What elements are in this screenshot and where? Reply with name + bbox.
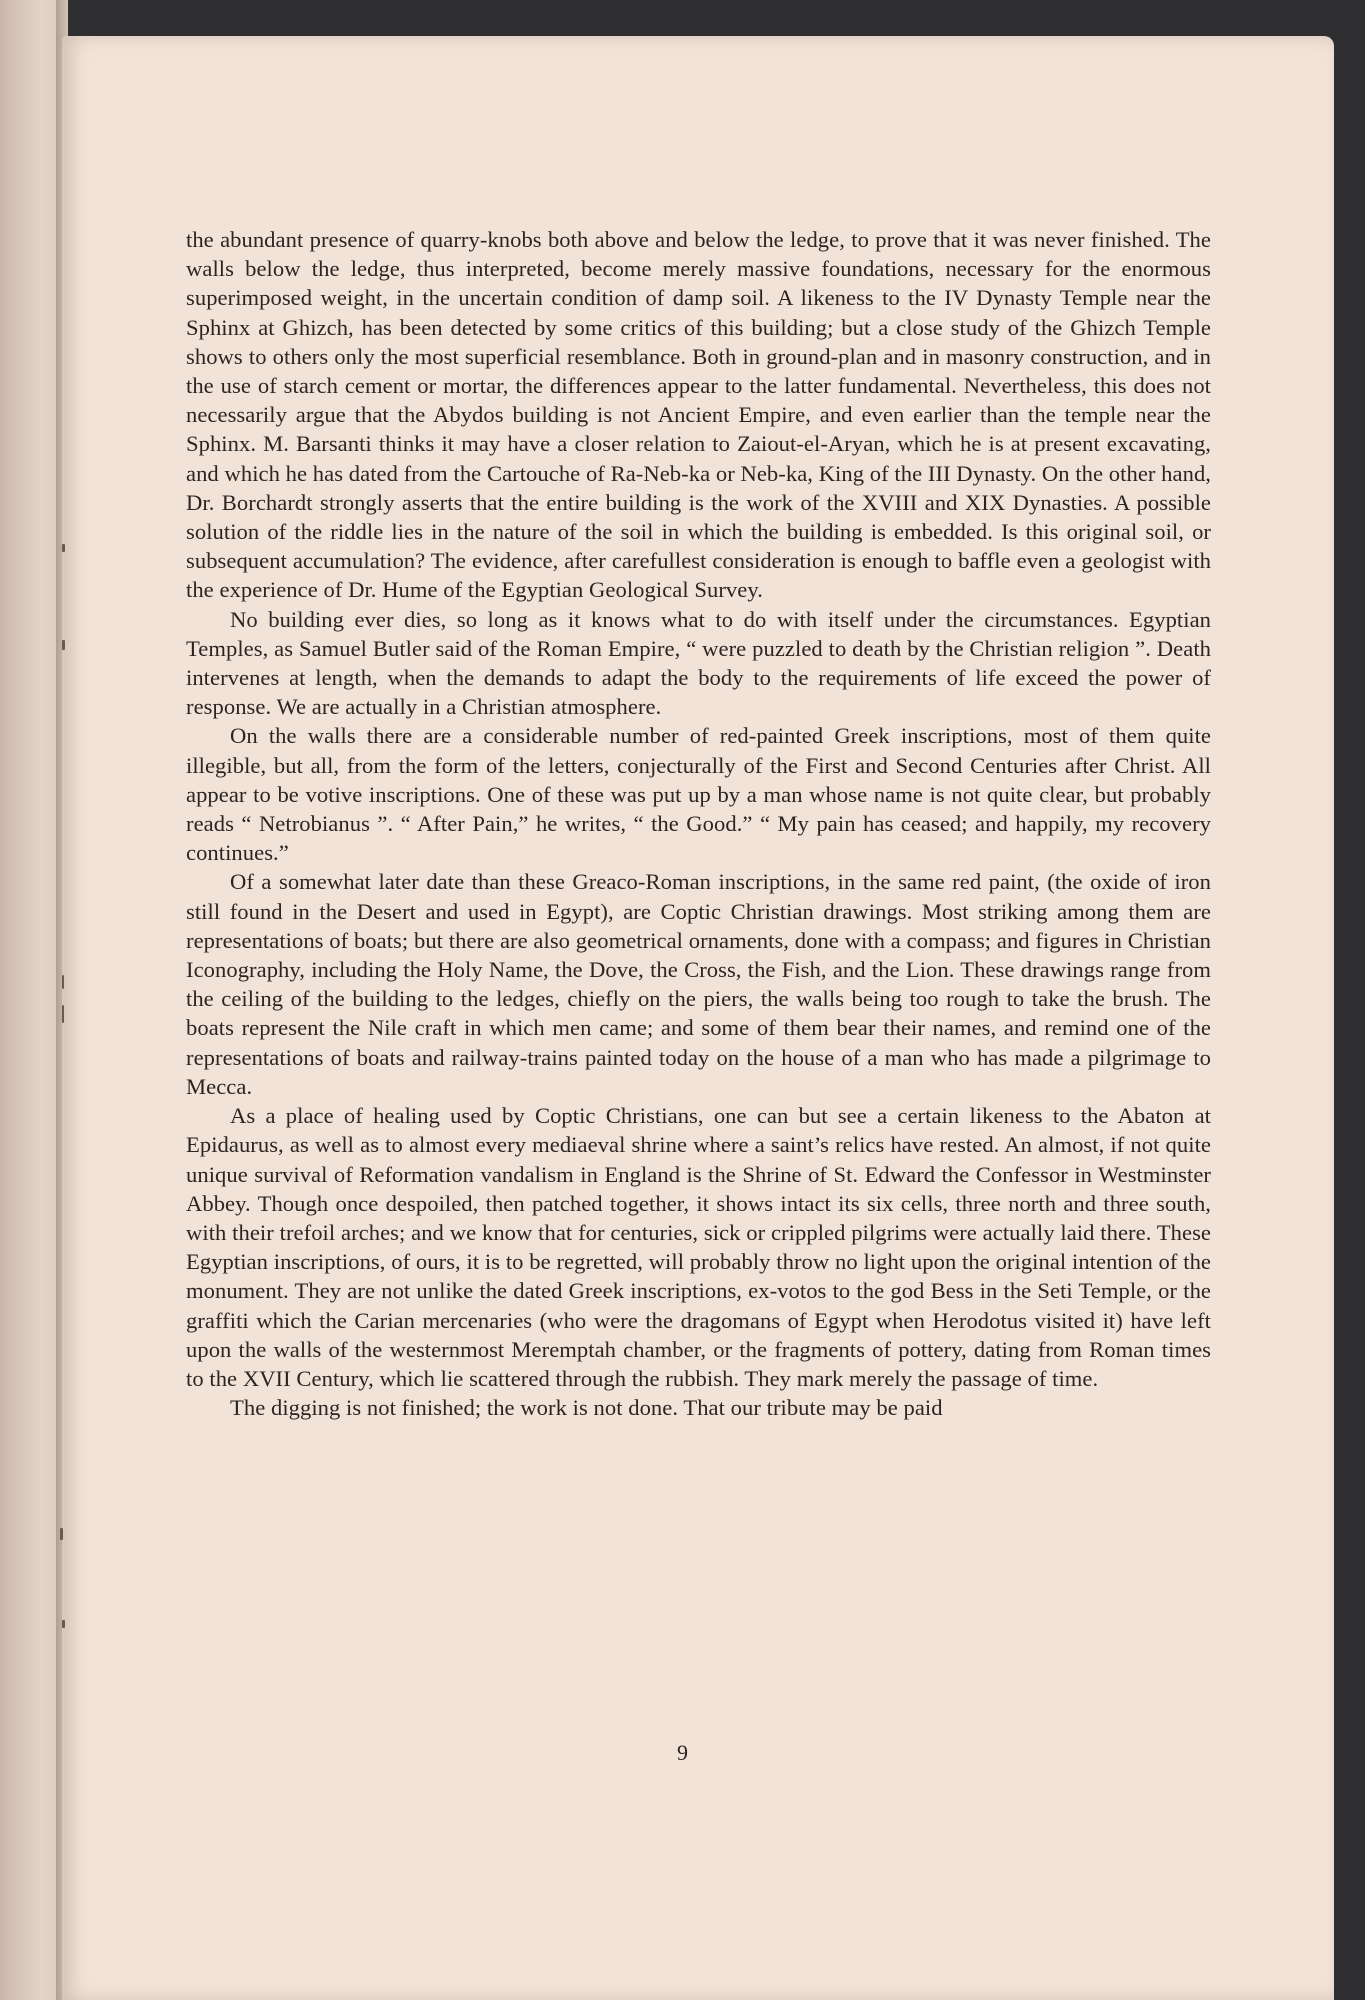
paragraph: No building ever dies, so long as it knows what to do with itself under the circumstances. Egyptian Temples, as Samuel Butler said of the Roman Empire, “ were puzzled to death by the Christian religion ”. Death intervenes at length, when the demands to adapt the body to the requirements of life exceed the power of response. We are actually in a Christian atmosphere.: [186, 606, 1211, 720]
margin-mark: [62, 544, 65, 552]
paragraph: The digging is not finished; the work is not done. That our tribute may be paid: [230, 1395, 943, 1421]
paragraph: On the walls there are a considerable number of red-painted Greek inscriptions, most of them quite illegible, but all, from the form of the letters, conjecturally of the First and Second Centuries after Christ. All appear to be votive inscriptions. One of these was put up by a man whose name is not quite clear, but probably reads “ Netrobianus ”. “ After Pain,” he writes, “ the Good.” “ My pain has ceased; and happily, my recovery continues.”: [186, 723, 1211, 866]
margin-mark: [62, 640, 65, 650]
margin-mark: [62, 975, 64, 989]
paragraph: the abundant presence of quarry-knobs both above and below the ledge, to prove that it was never finished. The walls below the ledge, thus interpreted, become merely massive foundations, necessary for the enormous superimposed weight, in the uncertain condition of damp soil. A likeness to the IV Dynasty Temple near the Sphinx at Ghizch, has been detected by some critics of this building; but a close study of the Ghizch Temple shows to others only the most superficial resemblance. Both in ground-plan and in masonry construction, and in the use of starch cement or mortar, the differences appear to the latter fundamental. Nevertheless, this does not necessarily argue that the Abydos building is not Ancient Empire, and even earlier than the temple near the Sphinx. M. Barsanti thinks it may have a closer relation to Zaiout-el-Aryan, which he is at present excavating, and which he has dated from the Cartouche of Ra-Neb-ka or Neb-ka, King of the III Dynasty. On the other hand, Dr. Borchardt strongly asserts that the entire building is the work of the XVIII and XIX Dynasties. A possible solution of the riddle lies in the nature of the soil in which the building is embedded. Is this original soil, or subsequent accumulation? The evidence, after carefullest consideration is enough to baffle even a geologist with the experience of Dr. Hume of the Egyptian Geological Survey.: [186, 227, 1211, 603]
margin-mark: [62, 1005, 64, 1023]
margin-mark: [60, 1528, 63, 1540]
margin-mark: [62, 1620, 65, 1628]
paragraph: As a place of healing used by Coptic Christians, one can but see a certain likeness to the Abaton at Epidaurus, as well as to almost every mediaeval shrine where a saint’s relics have rested. An almost, if not quite unique survival of Reformation vandalism in England is the Shrine of St. Edward the Confessor in Westminster Abbey. Though once despoiled, then patched together, it shows intact its six cells, three north and three south, with their trefoil arches; and we know that for centuries, sick or crippled pilgrims were actually laid there. These Egyptian inscriptions, of ours, it is to be regretted, will probably throw no light upon the original intention of the monument. They are not unlike the dated Greek inscriptions, ex-votos to the god Bess in the Seti Temple, or the graffiti which the Carian mercenaries (who were the dragomans of Egypt when Herodotus visited it) have left upon the walls of the westernmost Meremptah chamber, or the fragments of pottery, dating from Roman times to the XVII Century, which lie scattered through the rubbish. They mark merely the passage of time.: [186, 1103, 1211, 1391]
body-text: [186, 225, 1211, 1422]
page-number: 9: [677, 1740, 688, 1765]
paragraph: Of a somewhat later date than these Greaco-Roman inscriptions, in the same red paint, (the oxide of iron still found in the Desert and used in Egypt), are Coptic Christian drawings. Most striking among them are representations of boats; but there are also geometrical ornaments, done with a compass; and figures in Christian Iconography, including the Holy Name, the Dove, the Cross, the Fish, and the Lion. These drawings range from the ceiling of the building to the ledges, chiefly on the piers, the walls being too rough to take the brush. The boats represent the Nile craft in which men came; and some of them bear their names, and remind one of the representations of boats and railway-trains painted today on the house of a man who has made a pilgrimage to Mecca.: [186, 869, 1211, 1099]
